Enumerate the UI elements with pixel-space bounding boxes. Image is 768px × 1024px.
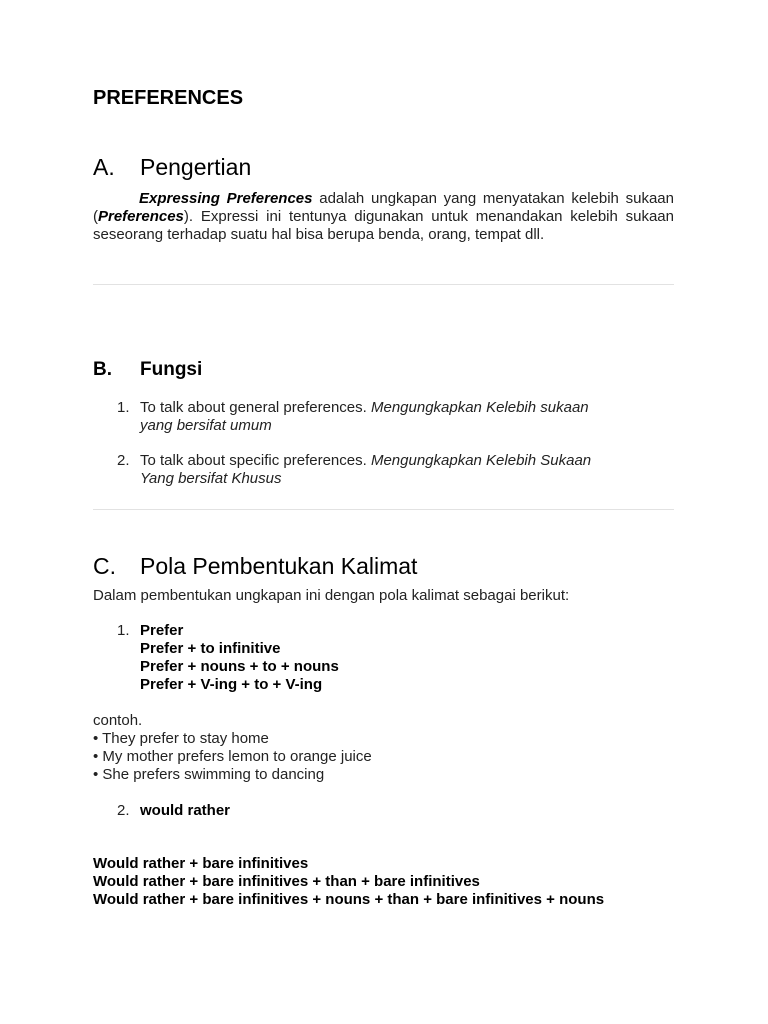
fungsi-item-2-translation-line2: Yang bersifat Khusus (140, 470, 282, 487)
fungsi-item-1-translation-line2: yang bersifat umum (140, 417, 272, 434)
example-3: • She prefers swimming to dancing (93, 766, 325, 783)
would-rather-pattern-3: Would rather + bare infinitives + nouns + than + bare infinitives + nouns (93, 891, 605, 908)
example-2: • My mother prefers lemon to orange juice (93, 748, 372, 765)
term-preferences: Preferences (98, 208, 184, 225)
fungsi-item-2-text: To talk about specific preferences. (140, 452, 371, 469)
fungsi-item-1 (140, 399, 674, 435)
section-b-letter: B. (93, 359, 112, 380)
pola-prefer-to-infinitive: Prefer + to infinitive (140, 640, 281, 657)
would-rather-pattern-2: Would rather + bare infinitives + than + bare infinitives (93, 873, 480, 890)
examples-label: contoh. (93, 712, 143, 729)
pola-prefer-ving: Prefer + V-ing + to + V-ing (140, 676, 323, 693)
paragraph-text-2: ). Expressi ini tentunya digunakan untuk menandakan kelebih sukaan seseorang terhadap suatu hal bisa berupa benda, orang, tempat dll. (93, 208, 674, 243)
document-title: PREFERENCES (93, 87, 244, 109)
divider-1 (93, 284, 674, 285)
fungsi-item-1-number: 1. (117, 399, 130, 416)
pola-prefer-nouns: Prefer + nouns + to + nouns (140, 658, 339, 675)
pola-item-1-number: 1. (117, 622, 130, 639)
would-rather-pattern-1: Would rather + bare infinitives (93, 855, 309, 872)
would-rather-patterns (93, 855, 604, 909)
section-a-title: Pengertian (140, 154, 252, 180)
section-c-title: Pola Pembentukan Kalimat (140, 553, 418, 579)
section-b-title: Fungsi (140, 359, 203, 380)
section-c-intro: Dalam pembentukan ungkapan ini dengan pola kalimat sebagai berikut: (93, 587, 570, 604)
pola-prefer-line: Prefer (140, 622, 184, 639)
section-a-paragraph (93, 190, 674, 244)
pola-item-1-patterns (140, 622, 339, 694)
fungsi-item-2 (140, 452, 674, 488)
section-c-letter: C. (93, 553, 116, 579)
fungsi-item-1-translation-line1: Mengungkapkan Kelebih sukaan (370, 399, 589, 416)
paragraph-text-1: adalah ungkapan yang menyatakan kelebih sukaan ( (93, 190, 674, 225)
fungsi-item-2-translation-line1: Mengungkapkan Kelebih Sukaan (370, 452, 592, 469)
pola-item-2-number: 2. (117, 802, 130, 819)
divider-2 (93, 509, 674, 510)
section-a-letter: A. (93, 154, 115, 180)
example-1: • They prefer to stay home (93, 730, 269, 747)
term-expressing-preferences: Expressing Preferences (139, 190, 313, 207)
pola-item-2-label: would rather (140, 802, 231, 819)
fungsi-item-2-number: 2. (117, 452, 130, 469)
examples-block (93, 712, 372, 784)
fungsi-item-1-text: To talk about general preferences. (140, 399, 371, 416)
